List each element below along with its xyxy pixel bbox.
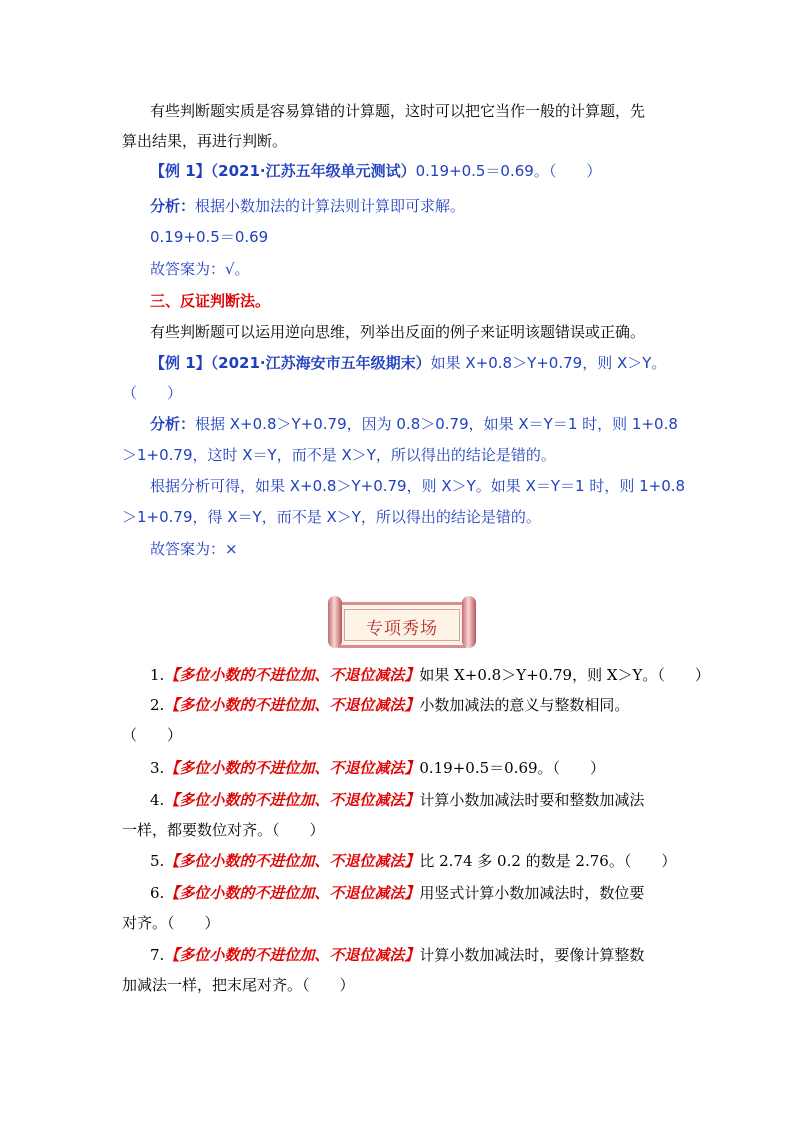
section-banner (328, 596, 476, 648)
exercise-tag: 【多位小数的不进位加、不退位减法】 (164, 946, 420, 964)
example2-question: 如果 X+0.8＞Y+0.79，则 X＞Y。 (430, 354, 667, 372)
scroll-roll-left (328, 596, 342, 648)
example1-answer: 故答案为：√。 (150, 260, 250, 278)
exercise-tag: 【多位小数的不进位加、不退位减法】 (164, 666, 420, 684)
exercise-text: 计算小数加减法时，要像计算整数 (419, 946, 645, 964)
exercise-4-cont: 一样，都要数位对齐。（ ） (122, 821, 325, 839)
exercise-5 (150, 851, 676, 871)
example2-analysis-l2: ＞1+0.79，这时 X＝Y，而不是 X＞Y，所以得出的结论是错的。 (122, 446, 556, 464)
example1-label: 【例 1】（2021·江苏五年级单元测试） (150, 162, 416, 180)
example1-question: 0.19+0.5＝0.69。（ ） (415, 162, 602, 180)
exercise-number: 4. (150, 791, 165, 809)
exercise-7-cont: 加减法一样，把末尾对齐。（ ） (122, 976, 355, 994)
exercise-6 (150, 883, 644, 903)
exercise-tag: 【多位小数的不进位加、不退位减法】 (164, 884, 420, 902)
exercise-tag: 【多位小数的不进位加、不退位减法】 (164, 791, 420, 809)
example2-analysis-label: 分析： (150, 415, 196, 433)
example2-label: 【例 1】（2021·江苏海安市五年级期末） (150, 354, 431, 372)
exercise-number: 7. (150, 946, 165, 964)
example1-analysis-label: 分析： (150, 197, 196, 215)
exercise-7 (150, 945, 644, 965)
intro-line-2: 算出结果，再进行判断。 (122, 132, 288, 150)
exercise-tag: 【多位小数的不进位加、不退位减法】 (164, 852, 420, 870)
exercise-1 (150, 665, 710, 685)
example2-analysis-text-1: 根据 X+0.8＞Y+0.79，因为 0.8＞0.79，如果 X＝Y＝1 时，则 1+0.8 (195, 415, 678, 433)
example2-answer: 故答案为：× (150, 540, 238, 558)
exercise-number: 3. (150, 759, 165, 777)
exercise-tag: 【多位小数的不进位加、不退位减法】 (164, 759, 420, 777)
exercise-2-cont: （ ） (122, 726, 183, 744)
example1-row (150, 161, 601, 181)
example2-paren: （ ） (122, 384, 183, 402)
exercise-number: 2. (150, 696, 165, 714)
exercise-4 (150, 790, 644, 810)
banner-title: 专项秀场 (366, 619, 438, 639)
exercise-2 (150, 695, 629, 715)
exercise-text: 小数加减法的意义与整数相同。 (419, 696, 630, 714)
exercise-number: 1. (150, 666, 165, 684)
exercise-number: 5. (150, 852, 165, 870)
intro-line-1: 有些判断题实质是容易算错的计算题，这时可以把它当作一般的计算题，先 (150, 102, 646, 120)
scroll-roll-right (462, 596, 476, 648)
exercise-number: 6. (150, 884, 165, 902)
exercise-text: 用竖式计算小数加减法时，数位要 (419, 884, 645, 902)
example1-analysis (150, 196, 465, 216)
example2-row (150, 353, 666, 373)
exercise-text: 如果 X+0.8＞Y+0.79，则 X＞Y。（ ） (419, 666, 710, 684)
exercise-6-cont: 对齐。（ ） (122, 914, 220, 932)
example2-analysis-l3: 根据分析可得，如果 X+0.8＞Y+0.79，则 X＞Y。如果 X＝Y＝1 时，则 1+0.8 (150, 477, 686, 495)
example2-analysis-l1 (150, 414, 678, 434)
section3-heading: 三、反证判断法。 (150, 292, 271, 310)
exercise-text: 0.19+0.5＝0.69。（ ） (419, 759, 606, 777)
exercise-tag: 【多位小数的不进位加、不退位减法】 (164, 696, 420, 714)
exercise-text: 比 2.74 多 0.2 的数是 2.76。（ ） (419, 852, 677, 870)
banner-paper (338, 602, 466, 648)
exercise-3 (150, 758, 605, 778)
example2-analysis-l4: ＞1+0.79，得 X＝Y，而不是 X＞Y，所以得出的结论是错的。 (122, 508, 541, 526)
example1-calc: 0.19+0.5＝0.69 (150, 228, 269, 246)
section3-intro: 有些判断题可以运用逆向思维，列举出反面的例子来证明该题错误或正确。 (150, 323, 646, 341)
exercise-text: 计算小数加减法时要和整数加减法 (419, 791, 645, 809)
example1-analysis-text: 根据小数加法的计算法则计算即可求解。 (195, 197, 466, 215)
